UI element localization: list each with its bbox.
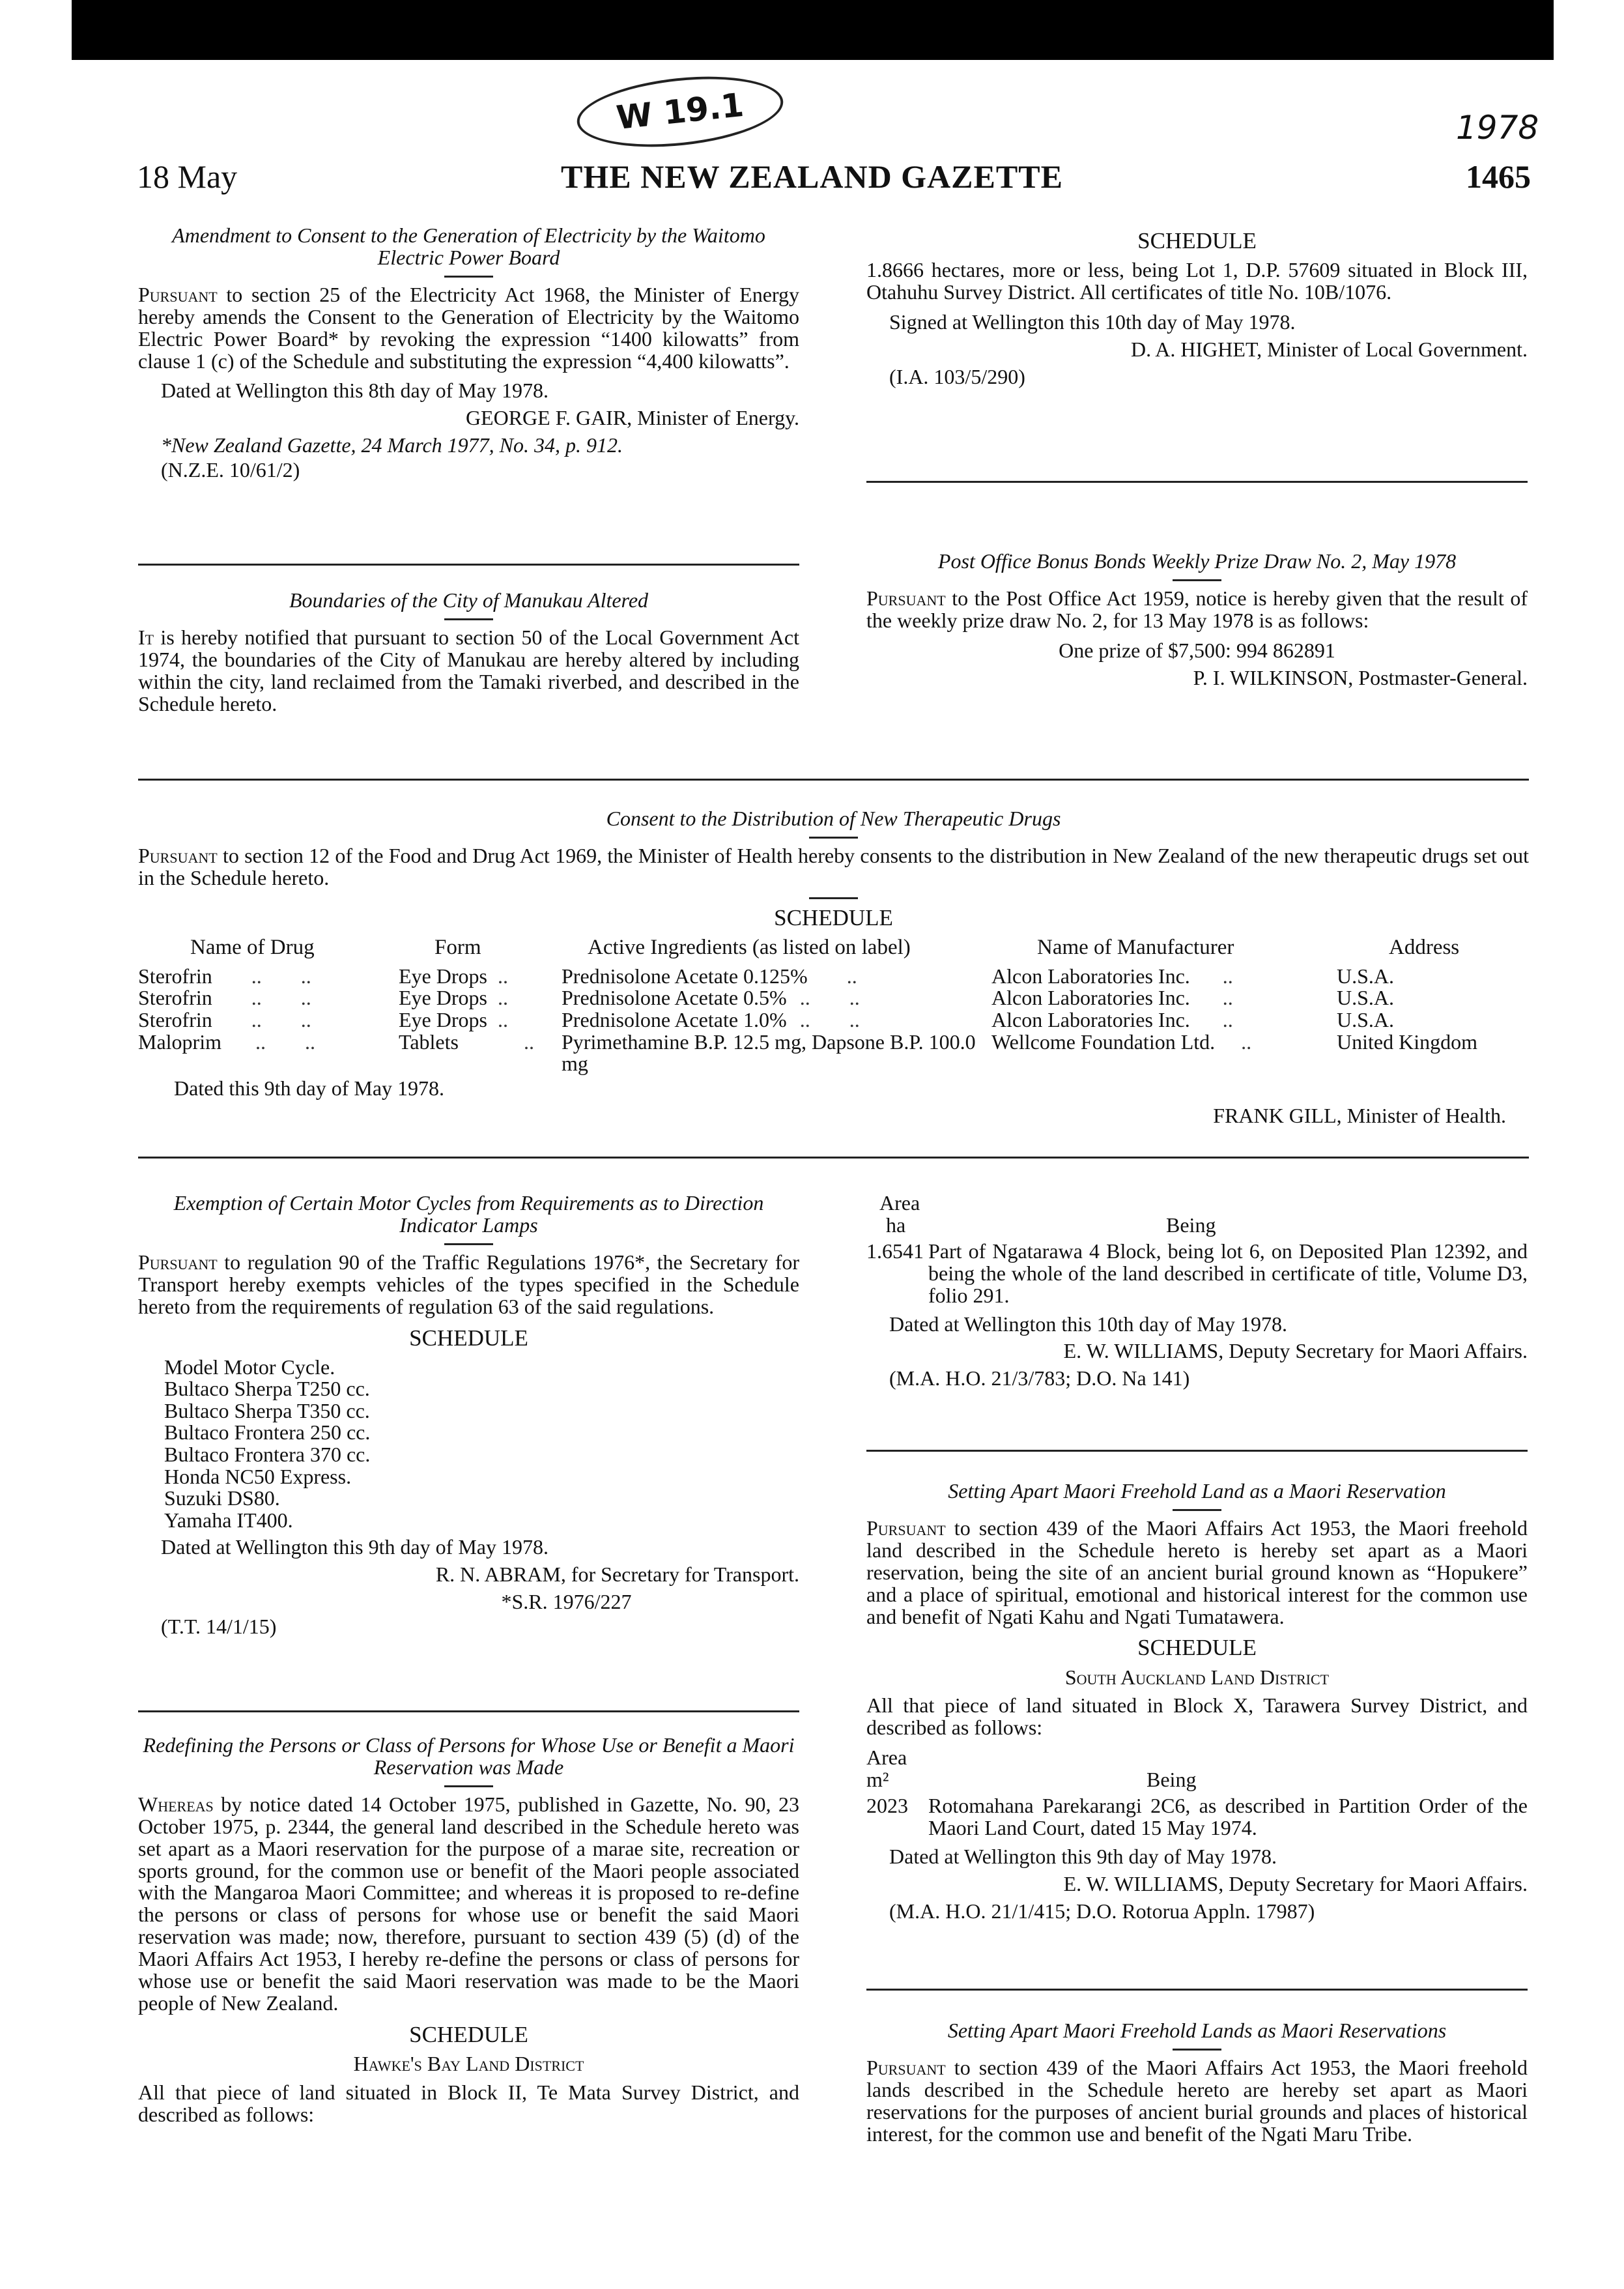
schedule-heading: SCHEDULE bbox=[1137, 1635, 1257, 1661]
drug-ingredients: Prednisolone Acetate 0.125% bbox=[562, 964, 808, 988]
handwritten-annotation: W 19.1 bbox=[573, 68, 786, 156]
signed-line: Signed at Wellington this 10th day of May 1978. bbox=[889, 310, 1296, 334]
table-row: Sterofrin .. .. Eye Drops .. Prednisolone Acetate 0.125% .. Alcon Laboratories Inc. .. U.S.A. bbox=[138, 964, 1395, 988]
land-district: South Auckland Land District bbox=[1064, 1665, 1330, 1689]
motorcycle-list bbox=[138, 1357, 799, 1532]
ngatarawa-schedule bbox=[866, 1192, 1528, 1392]
section-rule bbox=[866, 1989, 1528, 1991]
land-description: All that piece of land situated in Block X, Tarawera Survey District, and described as follows: bbox=[866, 1693, 1528, 1740]
column-header: Form bbox=[434, 935, 481, 959]
area-row bbox=[866, 1795, 1528, 1839]
area-label: Area bbox=[879, 1191, 920, 1215]
reference: (T.T. 14/1/15) bbox=[161, 1615, 277, 1639]
notice-body: Pursuant to section 25 of the Electricity Act 1968, the Minister of Energy hereby amends the Consent to the Generation of Electricity by the Waitomo Electric Power Board* by revoking the expression “1400 kilowatts” from clause 1 (c) of the Schedule and substituting the expression “4,400 kilowatts”. bbox=[138, 282, 799, 373]
signature: D. A. HIGHET, Minister of Local Government. bbox=[1130, 337, 1528, 361]
notice-electricity bbox=[138, 225, 799, 484]
drug-address: U.S.A. bbox=[1337, 1007, 1395, 1031]
land-district: Hawke's Bay Land District bbox=[353, 2051, 584, 2075]
notice-manukau bbox=[138, 590, 799, 723]
notice-title: Consent to the Distribution of New Therapeutic Drugs bbox=[606, 807, 1061, 830]
area-header bbox=[866, 1215, 1528, 1237]
area-row bbox=[866, 1241, 1528, 1307]
divider-dash bbox=[444, 1785, 493, 1787]
table-header-row bbox=[138, 936, 1529, 966]
land-description: All that piece of land situated in Block II, Te Mata Survey District, and described as follows: bbox=[138, 2080, 799, 2126]
dated-line: Dated at Wellington this 9th day of May 1978. bbox=[889, 1844, 1277, 1868]
notice-motorcycles bbox=[138, 1192, 799, 1641]
drug-address: U.S.A. bbox=[1337, 964, 1395, 988]
drug-form: Eye Drops bbox=[399, 986, 487, 1010]
section-rule bbox=[138, 1157, 1529, 1159]
divider-dash bbox=[1173, 579, 1221, 581]
notice-title: Amendment to Consent to the Generation of Electricity by the Waitomo Electric Power Board bbox=[172, 223, 765, 269]
column-header: Address bbox=[1389, 935, 1460, 959]
drug-form: Eye Drops bbox=[399, 1007, 487, 1031]
notice-title: Redefining the Persons or Class of Persons for Whose Use or Benefit a Maori Reservation was Made bbox=[143, 1733, 795, 1779]
signature: R. N. ABRAM, for Secretary for Transport. bbox=[435, 1562, 799, 1587]
signature: P. I. WILKINSON, Postmaster-General. bbox=[1193, 665, 1528, 689]
list-item: Bultaco Frontera 250 cc. bbox=[164, 1420, 371, 1445]
notice-title: Setting Apart Maori Freehold Land as a Maori Reservation bbox=[948, 1479, 1446, 1503]
notice-title: Setting Apart Maori Freehold Lands as Maori Reservations bbox=[947, 2019, 1447, 2042]
being-text: Part of Ngatarawa 4 Block, being lot 6, on Deposited Plan 12392, and being the whole of the land described in certificate of title, Volume D3, folio 291. bbox=[928, 1239, 1528, 1307]
drug-manufacturer: Alcon Laboratories Inc. bbox=[991, 964, 1190, 988]
divider-dash bbox=[1173, 1509, 1221, 1511]
schedule-heading: SCHEDULE bbox=[774, 904, 893, 930]
column-header: Name of Drug bbox=[190, 935, 315, 959]
dated-line: Dated at Wellington this 8th day of May 1978. bbox=[161, 379, 548, 403]
drug-form: Eye Drops bbox=[399, 964, 487, 988]
notice-body: Whereas by notice dated 14 October 1975, published in Gazette, No. 90, 23 October 1975, p. 2344, the general land described in the Schedule hereto was set apart as a Maori reservation for the purpose of a marae site, recreation or sports ground, for the common use or benefit of the Maori people associated with the Mangaroa Maori Committee; and whereas it is proposed to re-define the persons or class of persons for whose use or benefit the said Maori reservation was made; now, therefore, pursuant to section 439 (5) (d) of the Maori Affairs Act 1953, I hereby re-define the persons or class of persons for whose use or benefit the said Maori reservation was made to be the Maori people of New Zealand. bbox=[138, 1792, 799, 2015]
notice-body: Pursuant to the Post Office Act 1959, notice is hereby given that the result of the weekly prize draw No. 2, for 13 May 1978 is as follows: bbox=[866, 586, 1528, 632]
reference: (M.A. H.O. 21/3/783; D.O. Na 141) bbox=[889, 1366, 1190, 1390]
unit-label: ha bbox=[886, 1213, 906, 1237]
list-item: Bultaco Sherpa T350 cc. bbox=[164, 1398, 370, 1422]
divider-dash bbox=[809, 837, 858, 839]
column-header: Active Ingredients (as listed on label) bbox=[588, 935, 911, 959]
drug-address: United Kingdom bbox=[1337, 1029, 1477, 1054]
drug-manufacturer: Wellcome Foundation Ltd. bbox=[991, 1029, 1216, 1054]
area-header bbox=[866, 1769, 1528, 1791]
unit-label: m² bbox=[866, 1768, 889, 1792]
table-row: Maloprim .. .. Tablets .. Pyrimethamine B.P. 12.5 mg, Dapsone B.P. 100.0 mg Wellcome Foundation Ltd. .. United Kingdom bbox=[138, 1029, 1477, 1076]
reference: (M.A. H.O. 21/1/415; D.O. Rotorua Appln. 17987) bbox=[889, 1899, 1315, 1923]
divider-dash bbox=[444, 276, 493, 278]
footnote: *S.R. 1976/227 bbox=[501, 1590, 632, 1614]
schedule-heading: SCHEDULE bbox=[409, 1325, 528, 1351]
table-row: Sterofrin .. .. Eye Drops .. Prednisolone Acetate 1.0% .. .. Alcon Laboratories Inc. .. U.S.A. bbox=[138, 1007, 1395, 1031]
drug-address: U.S.A. bbox=[1337, 986, 1395, 1010]
being-label: Being bbox=[1147, 1768, 1197, 1792]
notice-body: Pursuant to section 12 of the Food and Drug Act 1969, the Minister of Health hereby consents to the distribution in New Zealand of the new therapeutic drugs set out in the Schedule hereto. bbox=[138, 843, 1529, 889]
being-label: Being bbox=[1166, 1213, 1216, 1237]
reference: (I.A. 103/5/290) bbox=[889, 364, 1025, 388]
issue-date: 18 May bbox=[137, 158, 238, 195]
area-label: Area bbox=[866, 1746, 907, 1770]
page-number: 1465 bbox=[1466, 158, 1531, 195]
list-item: Yamaha IT400. bbox=[164, 1508, 293, 1532]
notice-title: Boundaries of the City of Manukau Altered bbox=[289, 588, 649, 612]
drug-table bbox=[138, 936, 1529, 1075]
notice-title: Post Office Bonus Bonds Weekly Prize Draw No. 2, May 1978 bbox=[937, 549, 1457, 573]
schedule-heading: SCHEDULE bbox=[409, 2021, 528, 2047]
notice-hopukere bbox=[866, 1480, 1528, 1925]
notice-ngati-maru bbox=[866, 2020, 1528, 2153]
notice-redefining bbox=[138, 1735, 799, 2134]
section-rule bbox=[138, 564, 799, 566]
footnote: *New Zealand Gazette, 24 March 1977, No. 34, p. 912. bbox=[161, 433, 623, 457]
column-header: Name of Manufacturer bbox=[1037, 935, 1234, 959]
drug-name: Maloprim bbox=[138, 1029, 221, 1054]
divider-dash bbox=[1173, 2049, 1221, 2051]
notice-bonus-bonds bbox=[866, 551, 1528, 695]
drug-name: Sterofrin bbox=[138, 964, 212, 988]
signature: E. W. WILLIAMS, Deputy Secretary for Maori Affairs. bbox=[1063, 1339, 1528, 1363]
drug-name: Sterofrin bbox=[138, 986, 212, 1010]
drug-manufacturer: Alcon Laboratories Inc. bbox=[991, 1007, 1190, 1031]
list-item: Honda NC50 Express. bbox=[164, 1464, 352, 1488]
notice-body: Pursuant to section 439 of the Maori Affairs Act 1953, the Maori freehold lands described in the Schedule hereto are hereby set apart as Maori reservations for the purposes of ancient burial grounds and places of historical interest, for the common use and benefit of the Ngati Maru Tribe. bbox=[866, 2055, 1528, 2146]
drug-manufacturer: Alcon Laboratories Inc. bbox=[991, 986, 1190, 1010]
divider-dash bbox=[444, 1243, 493, 1245]
dated-line: Dated this 9th day of May 1978. bbox=[174, 1076, 445, 1100]
notice-body: It is hereby notified that pursuant to section 50 of the Local Government Act 1974, the boundaries of the City of Manukau are hereby altered by including within the city, land reclaimed from the Tamaki riverbed, and described in the Schedule hereto. bbox=[138, 625, 799, 715]
notice-title: Exemption of Certain Motor Cycles from Requirements as to Direction Indicator Lamps bbox=[173, 1191, 764, 1237]
dated-line: Dated at Wellington this 10th day of May 1978. bbox=[889, 1312, 1287, 1336]
notice-body: Pursuant to section 439 of the Maori Affairs Act 1953, the Maori freehold land described in the Schedule hereto is hereby set apart as a Maori reservation, being the site of an ancient burial ground known as “Hopukere” and a place of spiritual, emotional and historical interest for the common use and benefit of Ngati Kahu and Ngati Tumatawera. bbox=[866, 1516, 1528, 1628]
gazette-title: THE NEW ZEALAND GAZETTE bbox=[561, 158, 1063, 195]
top-black-bar bbox=[72, 0, 1554, 60]
dated-line: Dated at Wellington this 9th day of May 1978. bbox=[161, 1535, 548, 1559]
signature: E. W. WILLIAMS, Deputy Secretary for Maori Affairs. bbox=[1063, 1871, 1528, 1895]
notice-drugs bbox=[138, 808, 1529, 1132]
drug-ingredients: Prednisolone Acetate 0.5% bbox=[562, 986, 787, 1010]
section-rule bbox=[138, 1710, 799, 1712]
drug-ingredients: Prednisolone Acetate 1.0% bbox=[562, 1007, 787, 1031]
drug-name: Sterofrin bbox=[138, 1007, 212, 1031]
signature: FRANK GILL, Minister of Health. bbox=[1213, 1103, 1506, 1127]
prize-line: One prize of $7,500: 994 862891 bbox=[1059, 638, 1335, 662]
area-value: 2023 bbox=[866, 1794, 908, 1818]
reference: (N.Z.E. 10/61/2) bbox=[161, 458, 300, 482]
divider-dash bbox=[444, 618, 493, 620]
list-item: Bultaco Frontera 370 cc. bbox=[164, 1443, 371, 1466]
schedule-body: 1.8666 hectares, more or less, being Lot 1, D.P. 57609 situated in Block III, Otahuhu Survey District. All certificates of title No. 10B/1076. bbox=[866, 258, 1528, 304]
section-rule bbox=[866, 1450, 1528, 1452]
area-value: 1.6541 bbox=[866, 1239, 924, 1263]
divider-dash bbox=[809, 897, 858, 899]
drug-ingredients: Pyrimethamine B.P. 12.5 mg, Dapsone B.P. 100.0 mg bbox=[562, 1029, 976, 1076]
signature: GEORGE F. GAIR, Minister of Energy. bbox=[465, 406, 799, 430]
being-text: Rotomahana Parekarangi 2C6, as described in Partition Order of the Maori Land Court, dated 15 May 1974. bbox=[928, 1794, 1528, 1839]
handwritten-year: 1978 bbox=[1456, 109, 1539, 147]
list-item: Suzuki DS80. bbox=[164, 1486, 280, 1510]
section-rule bbox=[138, 779, 1529, 781]
list-item: Model Motor Cycle. bbox=[164, 1355, 335, 1379]
drug-form: Tablets bbox=[399, 1029, 459, 1054]
notice-body: Pursuant to regulation 90 of the Traffic Regulations 1976*, the Secretary for Transport hereby exempts vehicles of the types specified in the Schedule hereto from the requirements of regulation 63 of the said regulations. bbox=[138, 1250, 799, 1318]
list-item: Bultaco Sherpa T250 cc. bbox=[164, 1377, 370, 1401]
section-rule bbox=[866, 481, 1528, 483]
manukau-schedule bbox=[866, 225, 1528, 391]
schedule-heading: SCHEDULE bbox=[1137, 228, 1257, 253]
table-row: Sterofrin .. .. Eye Drops .. Prednisolone Acetate 0.5% .. .. Alcon Laboratories Inc. .. U.S.A. bbox=[138, 986, 1395, 1010]
